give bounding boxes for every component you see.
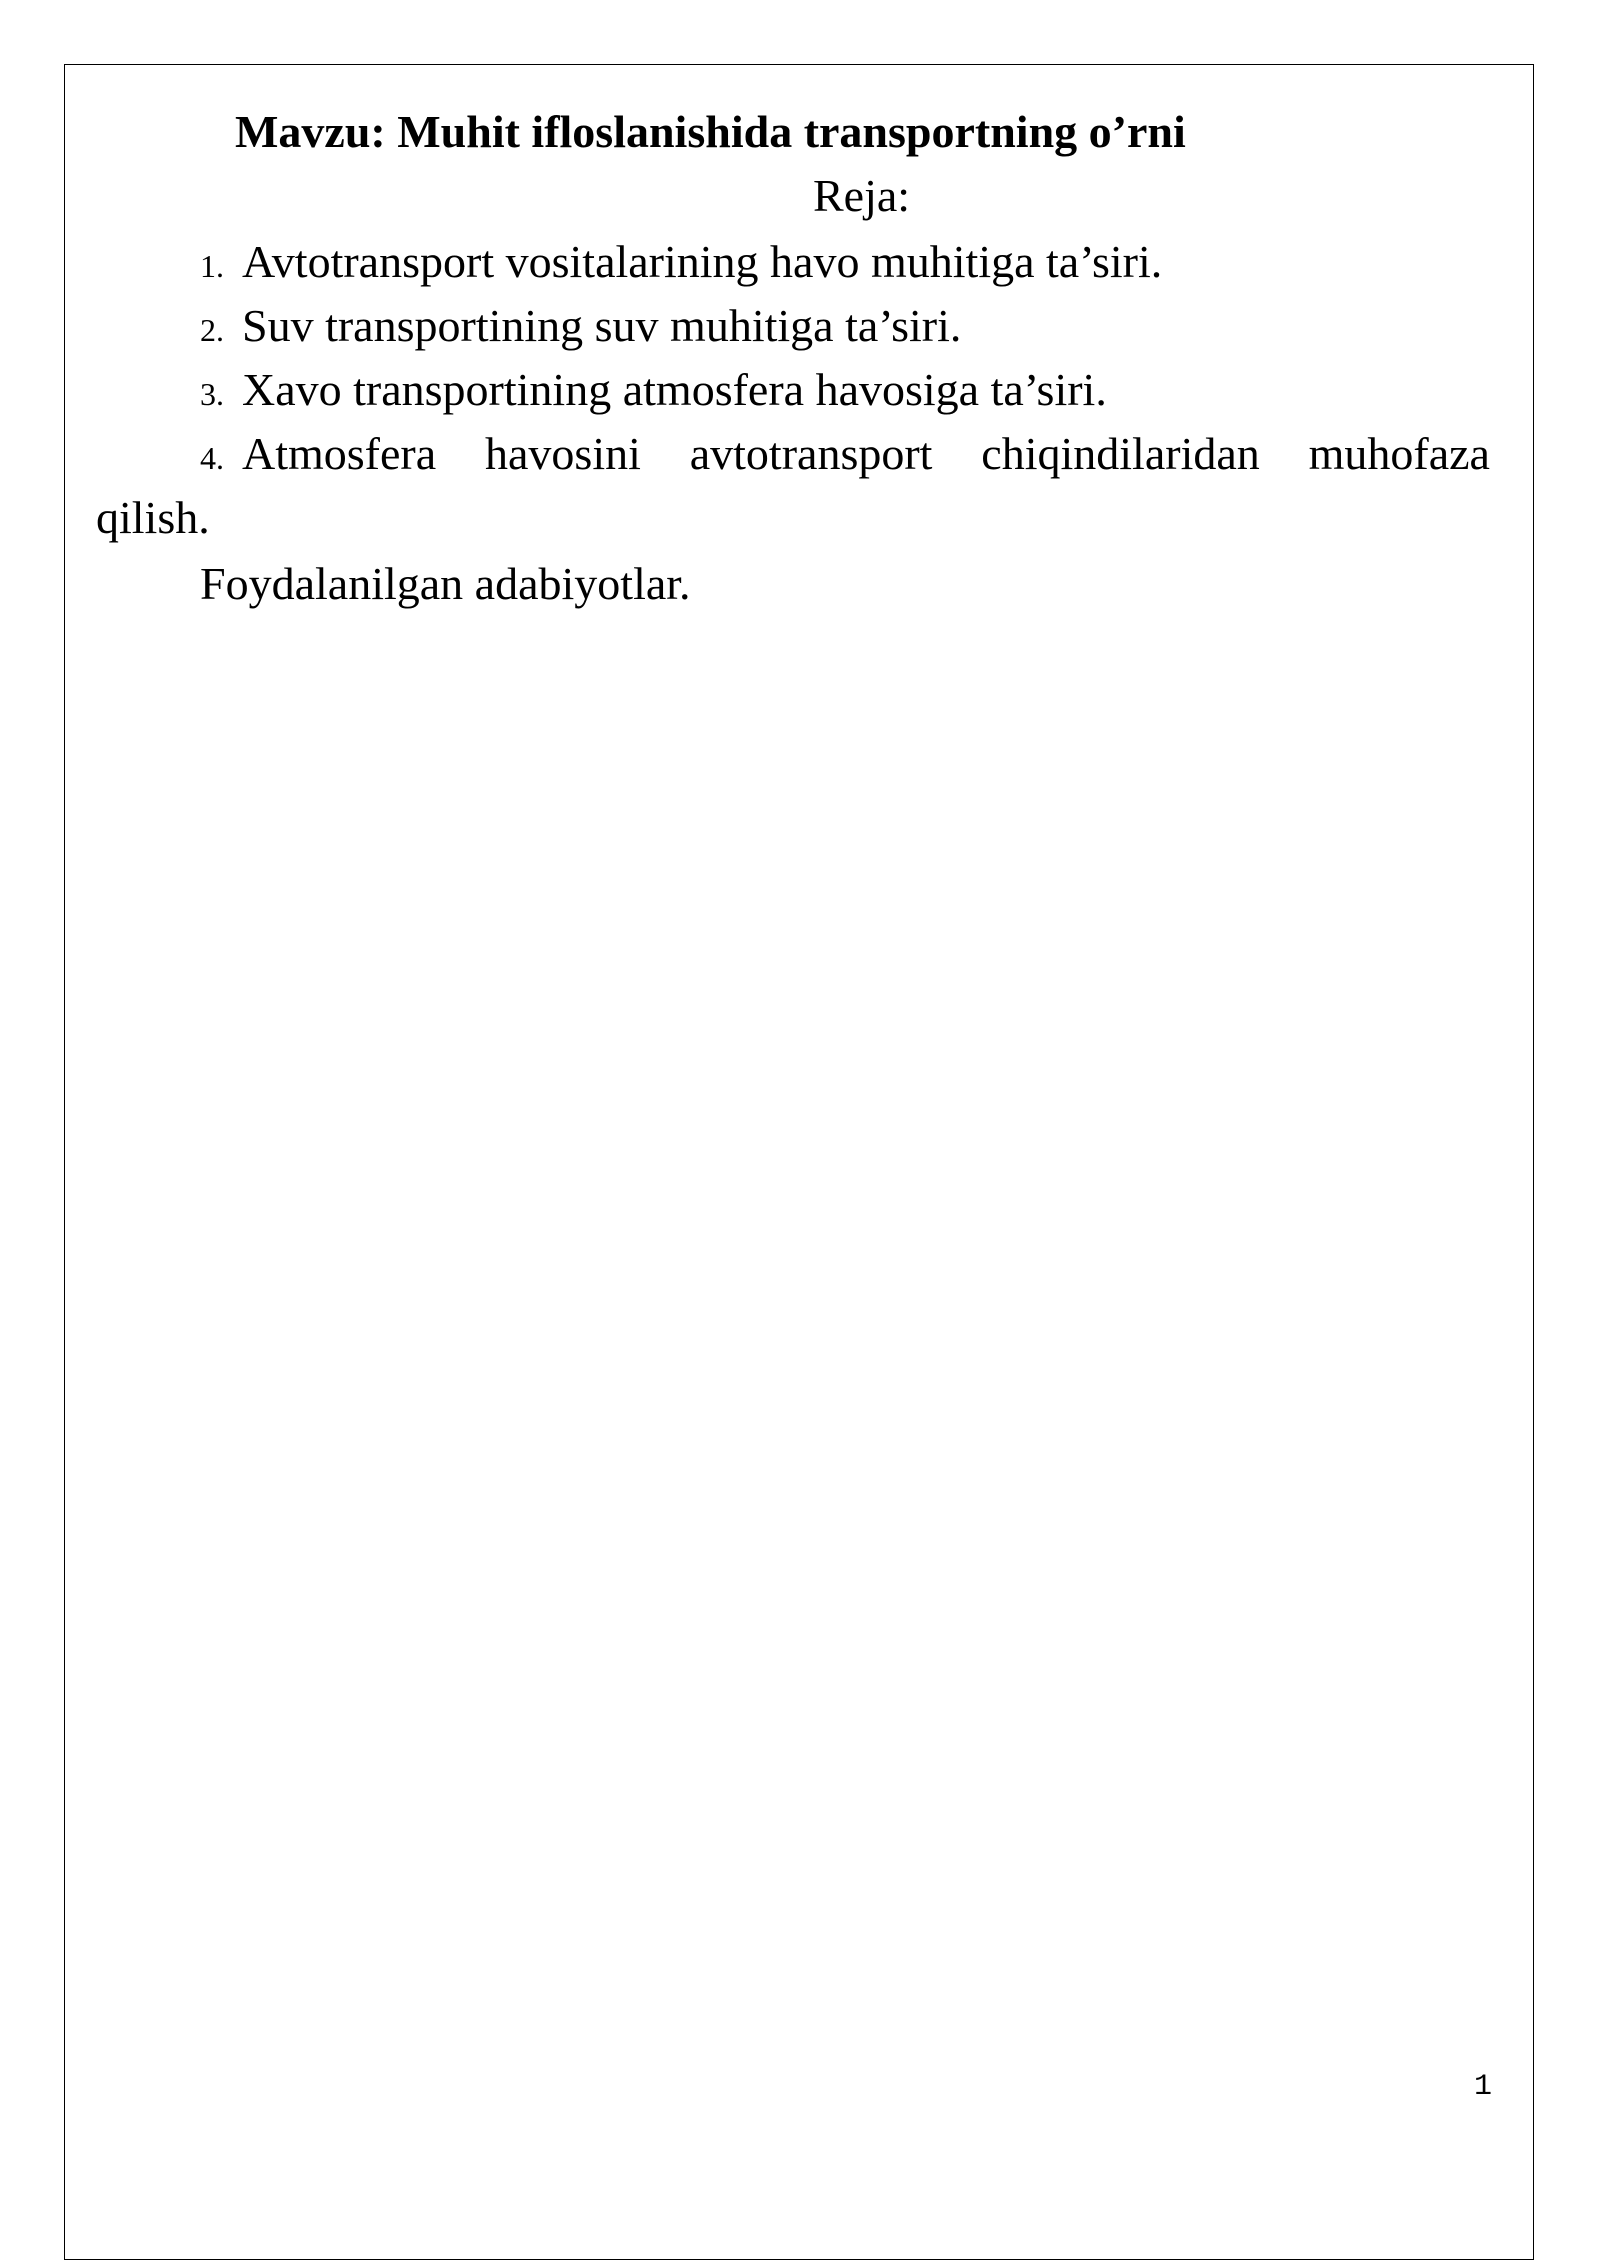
plan-item-word: chiqindilaridan	[981, 428, 1260, 479]
plan-item-continuation: qilish.	[96, 492, 210, 543]
plan-item-text	[242, 422, 1490, 486]
plan-item-number: 3.	[200, 376, 224, 412]
plan-item-word: avtotransport	[689, 428, 933, 479]
plan-item	[200, 230, 1162, 298]
references-line: Foydalanilgan adabiyotlar.	[200, 558, 691, 609]
plan-item-number: 1.	[200, 248, 224, 284]
plan-item-text: Avtotransport vositalarining havo muhitiga ta’siri.	[242, 236, 1163, 287]
document-title: Mavzu: Muhit ifloslanishida transportning o’rni	[235, 106, 1186, 157]
plan-heading: Reja:	[813, 170, 911, 221]
plan-item-number: 4.	[200, 440, 224, 476]
plan-item	[200, 358, 1107, 426]
plan-item-text: Suv transportining suv muhitiga ta’siri.	[242, 300, 962, 351]
plan-item-text: Xavo transportining atmosfera havosiga ta’siri.	[242, 364, 1107, 415]
plan-item-word: Atmosfera	[242, 428, 437, 479]
plan-item	[200, 294, 961, 362]
page-number: 1	[1474, 2070, 1493, 2104]
plan-item-word: muhofaza	[1308, 428, 1490, 479]
plan-item	[200, 422, 1490, 490]
plan-item-number: 2.	[200, 312, 224, 348]
plan-item-word: havosini	[485, 428, 641, 479]
